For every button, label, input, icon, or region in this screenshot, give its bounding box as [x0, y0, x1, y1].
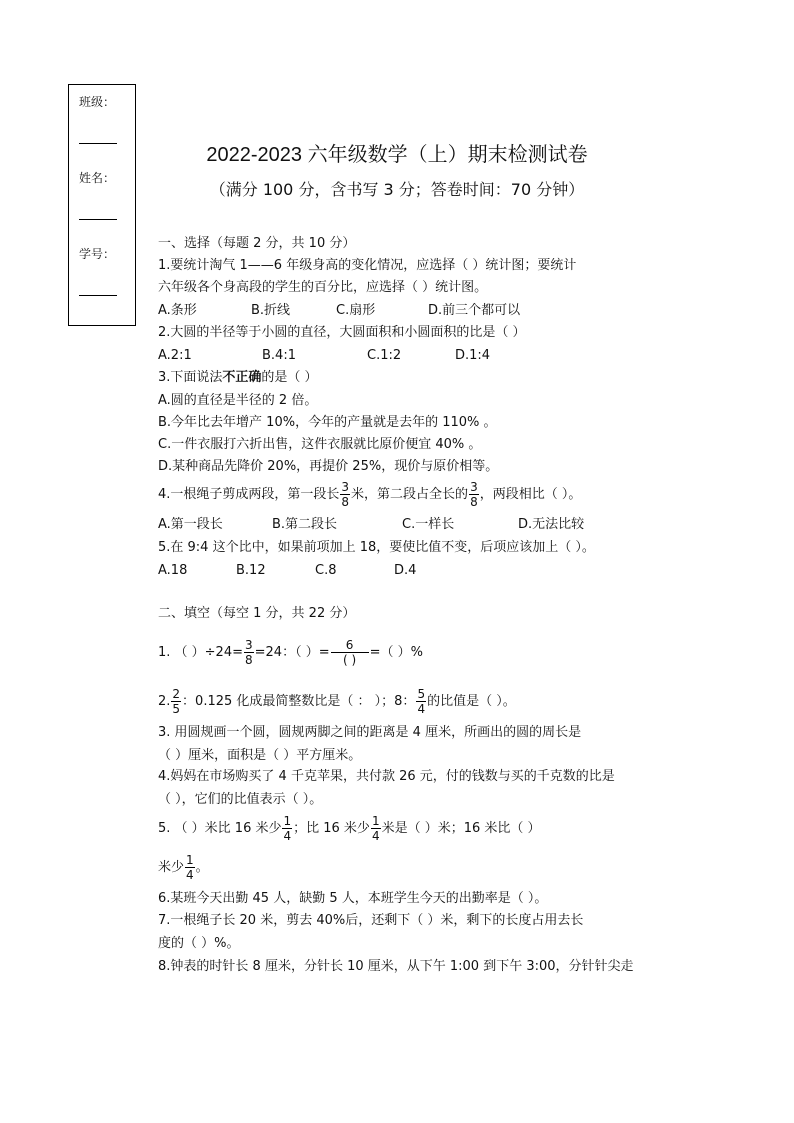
fraction-numerator: 3: [470, 480, 478, 494]
fraction-denominator: 4: [371, 829, 380, 843]
s1-q4-option-c: C.一样长: [402, 517, 455, 532]
s1-q2-option-a: A.2:1: [158, 348, 192, 363]
s1-q3-bold: 不正确: [222, 370, 262, 385]
s2-q7-line2: 度的（ ）%。: [158, 936, 240, 951]
s2-q5-line2-end: 。: [195, 860, 209, 875]
s1-q1-option-d: D.前三个都可以: [428, 303, 521, 318]
s1-q4-option-b: B.第二段长: [272, 517, 338, 532]
fraction-denominator: 4: [417, 702, 426, 716]
s1-q4-part2: 米，第二段占全长的: [351, 487, 469, 502]
fraction-denominator: 8: [245, 653, 253, 667]
s2-q1-fraction2: [331, 639, 369, 666]
fraction-denominator: ( ): [343, 653, 357, 667]
s2-q1-text: [158, 634, 423, 672]
s2-q5-part2: ；比 16 米少: [293, 821, 370, 836]
s1-q1-option-a: A.条形: [158, 303, 197, 318]
student-info-box: [68, 84, 136, 326]
s2-q5-line2: [158, 850, 209, 886]
id-label: 学号：: [79, 247, 116, 261]
s2-q2-part1: 2.: [158, 694, 171, 709]
fraction-numerator: 6: [331, 639, 369, 653]
s2-q7-line1: 7.一根绳子长 20 米，剪去 40%后，还剩下（ ）米，剩下的长度占用去长: [158, 913, 584, 928]
s1-q3-option-c: C.一件衣服打六折出售，这件衣服就比原价便宜 40% 。: [158, 437, 482, 452]
fraction-numerator: 3: [245, 638, 253, 652]
s2-q1-part1: 1. （ ）÷24=: [158, 645, 243, 660]
s1-q3-option-d: D.某种商品先降价 20%，再提价 25%，现价与原价相等。: [158, 459, 499, 474]
s1-q3-option-a: A.圆的直径是半径的 2 倍。: [158, 393, 318, 408]
s2-q5-part3: 米是（ ）米；16 米比（ ）: [381, 821, 541, 836]
fraction-denominator: 4: [186, 868, 194, 882]
s2-q5-part1: 5. （ ）米比 16 米少: [158, 821, 282, 836]
page-subtitle: （满分 100 分，含书写 3 分；答卷时间：70 分钟）: [209, 180, 585, 199]
id-blank-line[interactable]: [79, 295, 117, 296]
fraction-numerator: 2: [172, 687, 181, 701]
s2-q3-line2: （ ）厘米，面积是（ ）平方厘米。: [158, 748, 362, 763]
s1-q3-text: [158, 370, 318, 386]
s1-q1-option-c: C.扇形: [336, 303, 376, 318]
s1-q4-text: [158, 478, 581, 512]
s1-q4-part1: 4.一根绳子剪成两段，第一段长: [158, 487, 340, 502]
s1-q3-prefix: 3.下面说法: [158, 370, 223, 385]
s2-q1-part3: =（ ）%: [369, 645, 423, 660]
s1-q1-line2: 六年级各个身高段的学生的百分比，应选择（ ）统计图。: [158, 280, 488, 295]
s1-q4-part3: ，两段相比（ ）。: [479, 487, 582, 502]
s1-q2-option-b: B.4:1: [262, 348, 296, 363]
fraction-denominator: 8: [470, 495, 478, 509]
s1-q1-line1: 1.要统计淘气 1——6 年级身高的变化情况，应选择（ ）统计图；要统计: [158, 258, 577, 273]
s2-q2-text: [158, 684, 516, 720]
s2-q5-fraction3: [185, 854, 195, 881]
class-label: 班级：: [79, 95, 116, 109]
s1-q3-option-b: B.今年比去年增产 10%，今年的产量就是去年的 110% 。: [158, 415, 497, 430]
s2-q1-fraction1: [244, 639, 254, 666]
s2-q8-line1: 8.钟表的时针长 8 厘米，分针长 10 厘米，从下午 1:00 到下午 3:00，分针针尖走: [158, 959, 634, 974]
page-title: 2022-2023 六年级数学（上）期末检测试卷: [206, 144, 588, 166]
s2-q2-fraction1: [171, 688, 181, 715]
s2-q2-part2: ：0.125 化成最简整数比是（ ： ）；8：: [182, 694, 416, 709]
s1-q1-option-b: B.折线: [251, 303, 291, 318]
fraction-numerator: 1: [186, 853, 194, 867]
s2-q5-fraction1: [282, 815, 292, 842]
s2-q5-fraction2: [371, 815, 381, 842]
s1-q5-option-c: C.8: [315, 563, 337, 578]
s1-q2-option-c: C.1:2: [367, 348, 402, 363]
s1-q5-option-b: B.12: [236, 563, 266, 578]
fraction-denominator: 8: [341, 495, 350, 509]
fraction-numerator: 1: [371, 814, 380, 828]
s2-q1-part2: =24：（ ）=: [254, 645, 330, 660]
s1-q5-option-a: A.18: [158, 563, 188, 578]
fraction-numerator: 5: [417, 687, 426, 701]
s2-q2-fraction2: [416, 688, 426, 715]
s2-q4-line1: 4.妈妈在市场购买了 4 千克苹果，共付款 26 元，付的钱数与买的千克数的比是: [158, 769, 615, 784]
section2-heading: 二、填空（每空 1 分，共 22 分）: [158, 606, 356, 621]
fraction-denominator: 4: [283, 829, 292, 843]
s1-q4-option-d: D.无法比较: [518, 517, 585, 532]
s2-q2-part3: 的比值是（ ）。: [427, 694, 516, 709]
s2-q5-line2-text: 米少: [158, 860, 185, 875]
fraction-numerator: 3: [341, 480, 350, 494]
section1-heading: 一、选择（每题 2 分，共 10 分）: [158, 236, 356, 251]
s1-q4-option-a: A.第一段长: [158, 517, 223, 532]
name-label: 姓名：: [79, 171, 116, 185]
fraction-denominator: 5: [172, 702, 181, 716]
s1-q4-fraction1: [340, 481, 350, 508]
s1-q5-text: 5.在 9:4 这个比中，如果前项加上 18，要使比值不变，后项应该加上（ ）。: [158, 540, 595, 555]
s1-q4-fraction2: [469, 481, 479, 508]
name-blank-line[interactable]: [79, 219, 117, 220]
s1-q2-text: 2.大圆的半径等于小圆的直径，大圆面积和小圆面积的比是（ ）: [158, 325, 526, 340]
s2-q4-line2: （ ），它们的比值表示（ ）。: [158, 792, 323, 807]
s1-q2-option-d: D.1:4: [455, 348, 491, 363]
s2-q3-line1: 3. 用圆规画一个圆，圆规两脚之间的距离是 4 厘米，所画出的圆的周长是: [158, 725, 582, 740]
s1-q5-option-d: D.4: [394, 563, 417, 578]
s1-q3-suffix: 的是（ ）: [261, 370, 318, 385]
s2-q5-line1: [158, 811, 541, 847]
fraction-numerator: 1: [283, 814, 292, 828]
s2-q6-text: 6.某班今天出勤 45 人，缺勤 5 人，本班学生今天的出勤率是（ ）。: [158, 891, 548, 906]
